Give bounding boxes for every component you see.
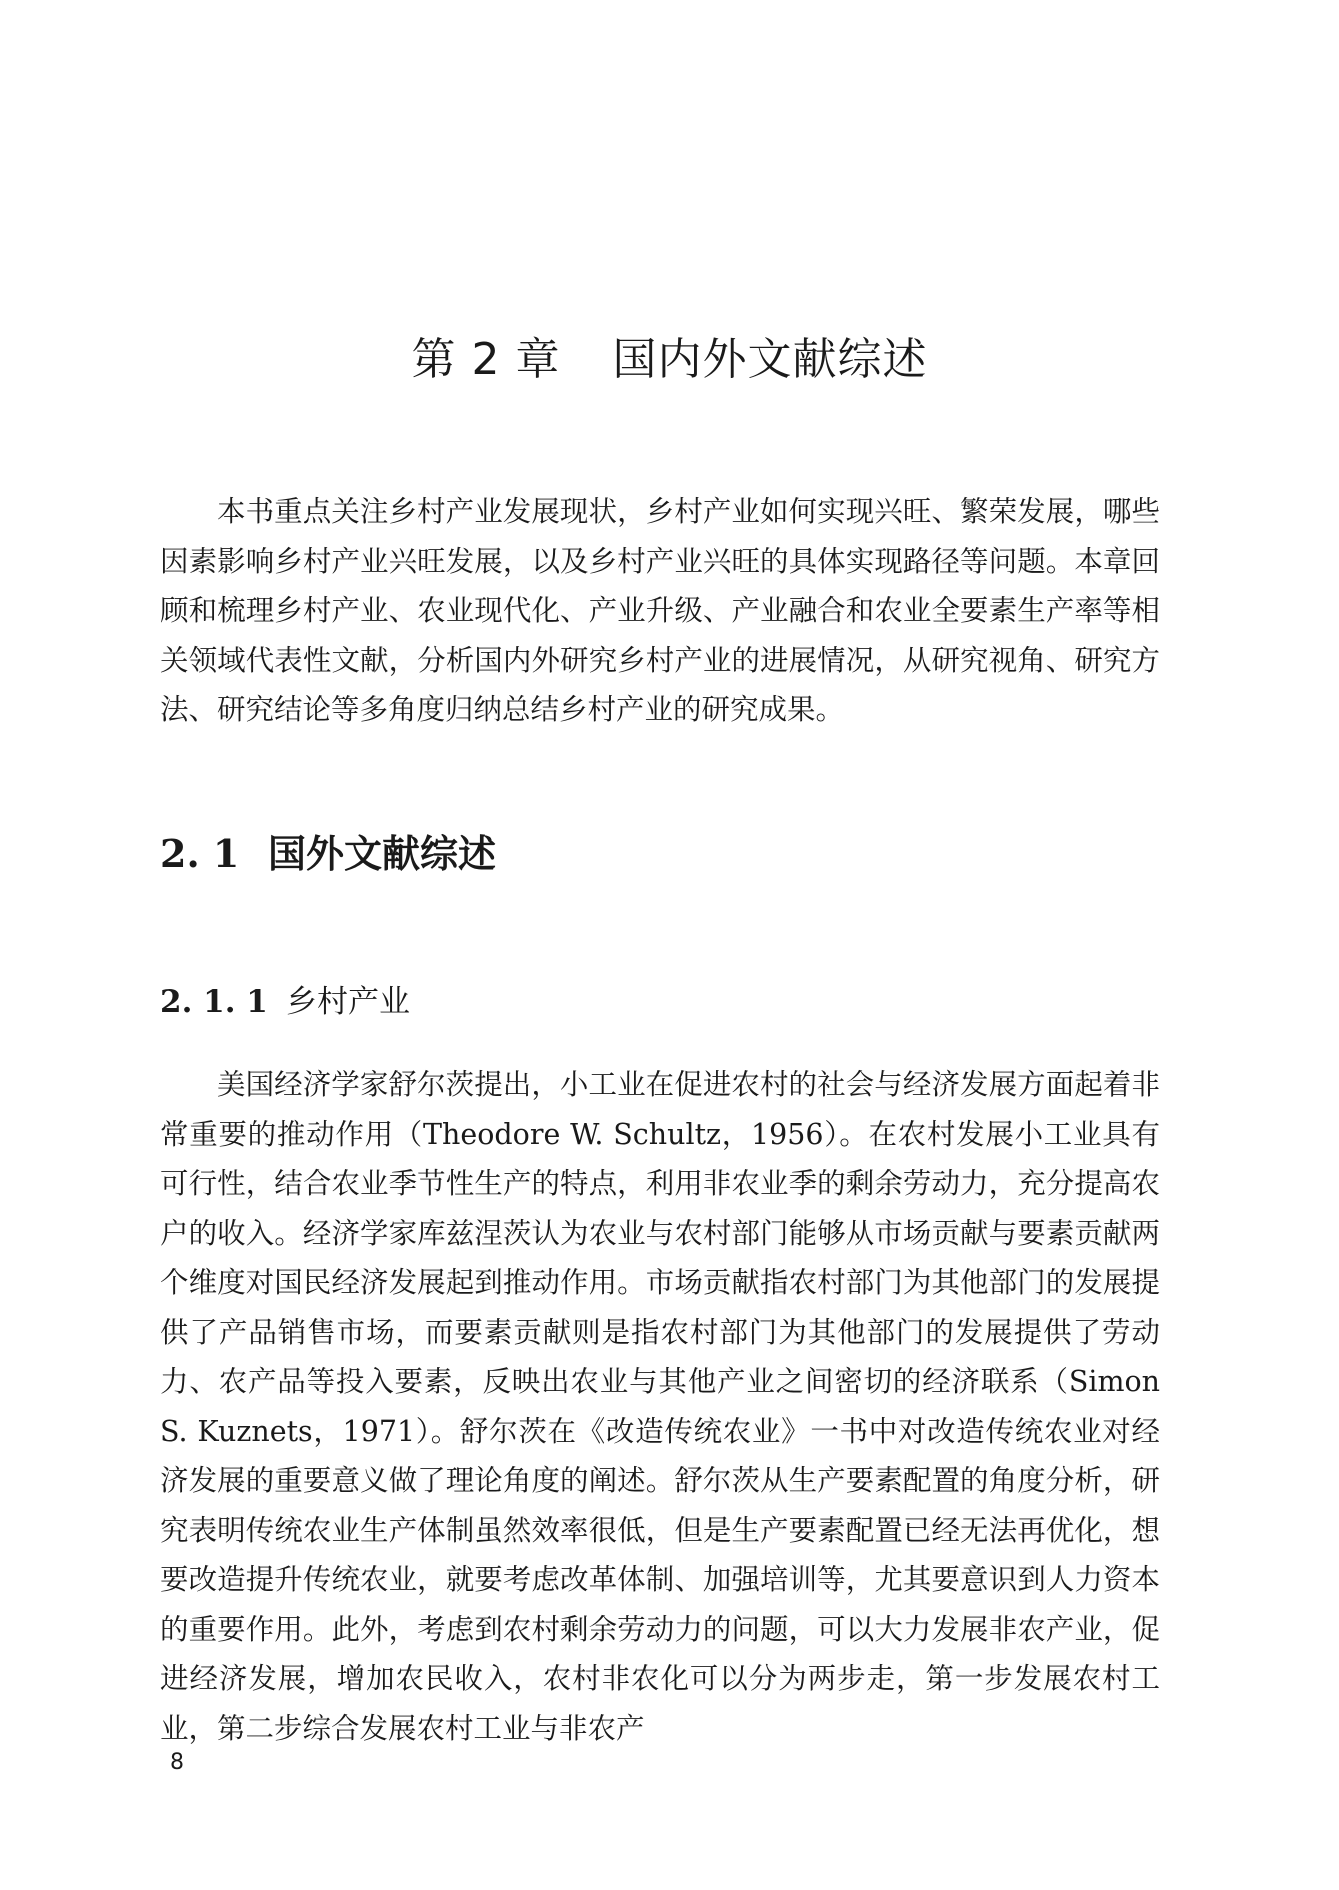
- subsection-title: 乡村产业: [286, 984, 410, 1020]
- intro-paragraph: 本书重点关注乡村产业发展现状，乡村产业如何实现兴旺、繁荣发展，哪些因素影响乡村产业兴旺发展，以及乡村产业兴旺的具体实现路径等问题。本章回顾和梳理乡村产业、农业现代化、产业升级、产业融合和农业全要素生产率等相关领域代表性文献，分析国内外研究乡村产业的进展情况，从研究视角、研究方法、研究结论等多角度归纳总结乡村产业的研究成果。: [160, 495, 1160, 726]
- section-number: 2. 1: [160, 831, 240, 876]
- section-title: 国外文献综述: [268, 831, 497, 876]
- chapter-title-text: 国内外文献综述: [612, 334, 928, 385]
- chapter-number: 第 2 章: [411, 334, 561, 385]
- body-paragraph: 美国经济学家舒尔茨提出，小工业在促进农村的社会与经济发展方面起着非常重要的推动作用（Theodore W. Schultz，1956）。在农村发展小工业具有可行性，结合农业季节性生产的特点，利用非农业季的剩余劳动力，充分提高农户的收入。经济学家库兹涅茨认为农业与农村部门能够从市场贡献与要素贡献两个维度对国民经济发展起到推动作用。市场贡献指农村部门为其他部门的发展提供了产品销售市场，而要素贡献则是指农村部门为其他部门的发展提供了劳动力、农产品等投入要素，反映出农业与其他产业之间密切的经济联系（Simon S. Kuznets，1971）。舒尔茨在《改造传统农业》一书中对改造传统农业对经济发展的重要意义做了理论角度的阐述。舒尔茨从生产要素配置的角度分析，研究表明传统农业生产体制虽然效率很低，但是生产要素配置已经无法再优化，想要改造提升传统农业，就要考虑改革体制、加强培训等，尤其要意识到人力资本的重要作用。此外，考虑到农村剩余劳动力的问题，可以大力发展非农产业，促进经济发展，增加农民收入，农村非农化可以分为两步走，第一步发展农村工业，第二步综合发展农村工业与非农产: [160, 1068, 1160, 1745]
- page-number: 8: [170, 1750, 184, 1775]
- subsection-heading: [160, 978, 410, 1026]
- section-heading: [160, 826, 496, 882]
- chapter-title: [0, 330, 1339, 390]
- subsection-number: 2. 1. 1: [160, 984, 268, 1020]
